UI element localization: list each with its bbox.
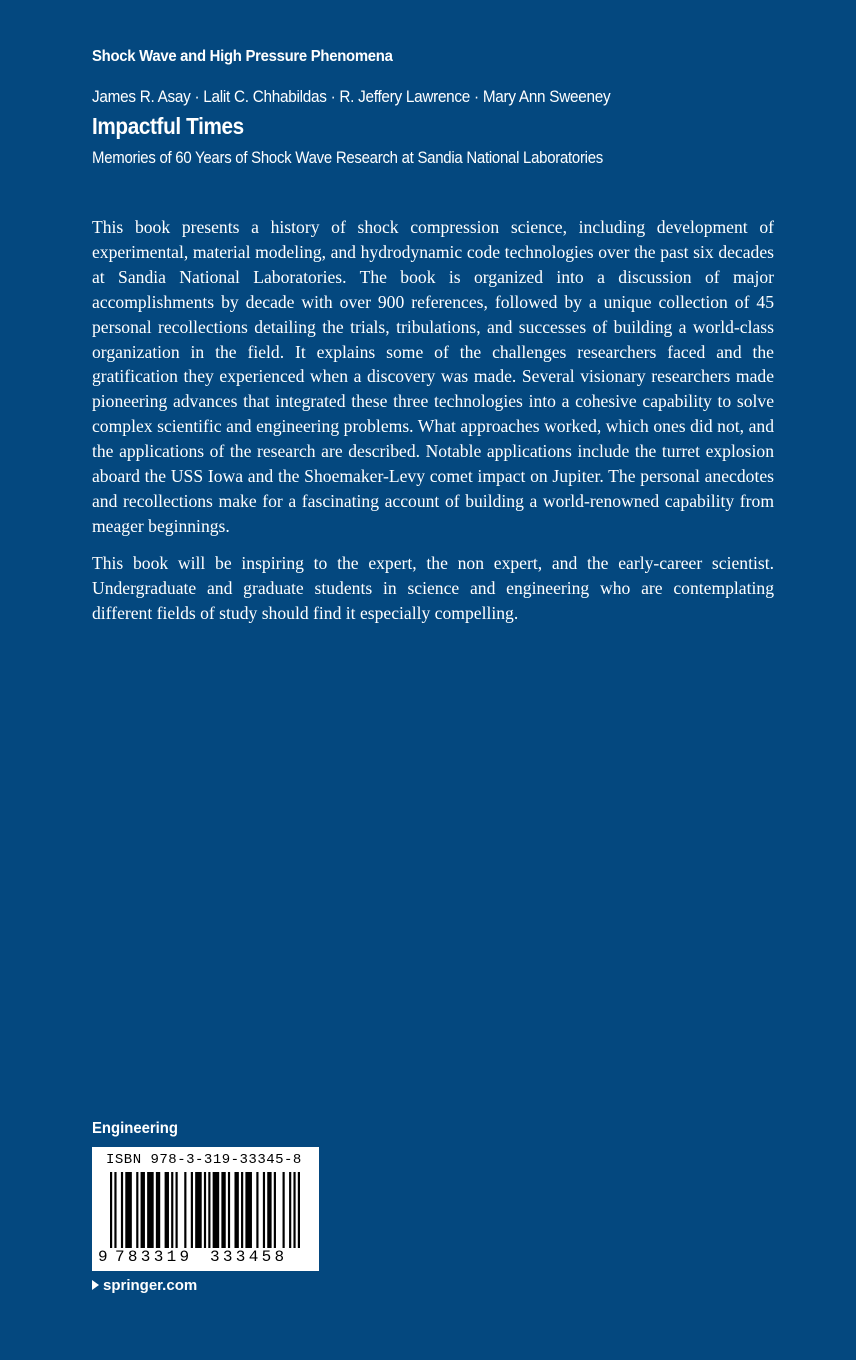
ean-right-group: 333458 [210, 1248, 288, 1266]
isbn-barcode [92, 1147, 319, 1271]
book-subtitle: Memories of 60 Years of Shock Wave Research at Sandia National Laboratories [92, 148, 604, 167]
barcode-bar [147, 1172, 154, 1248]
barcode-bar [241, 1172, 243, 1248]
publisher-url: springer.com [103, 1277, 198, 1294]
barcode-bar [274, 1172, 276, 1248]
barcode-bar [136, 1172, 138, 1248]
barcode-bar [171, 1172, 173, 1248]
barcode-bars [110, 1172, 300, 1248]
publisher-link[interactable] [92, 1277, 197, 1294]
barcode-bar [121, 1172, 123, 1248]
barcode-bar [263, 1172, 265, 1248]
barcode-bar [221, 1172, 225, 1248]
barcode-bar [195, 1172, 202, 1248]
series-title: Shock Wave and High Pressure Phenomena [92, 48, 393, 65]
barcode-bar [293, 1172, 295, 1248]
barcode-bar [283, 1172, 285, 1248]
barcode-bar [184, 1172, 186, 1248]
barcode-bar [289, 1172, 291, 1248]
book-title: Impactful Times [92, 113, 244, 139]
barcode-bar [114, 1172, 116, 1248]
barcode-bar [234, 1172, 238, 1248]
barcode-bar [208, 1172, 210, 1248]
barcode-bar [125, 1172, 132, 1248]
description-paragraph-2: This book will be inspiring to the expert, the non expert, and the early-career scientist. Undergraduate and graduate students in science and engineering who are contemplating different fields of study should find it especially compelling. [92, 552, 774, 623]
barcode-bar [213, 1172, 220, 1248]
barcode-bar [110, 1172, 112, 1248]
barcode-bar [165, 1172, 169, 1248]
ean-left-group: 783319 [115, 1248, 193, 1266]
ean-first-digit: 9 [98, 1248, 108, 1266]
authors: James R. Asay · Lalit C. Chhabildas · R. Jeffery Lawrence · Mary Ann Sweeney [92, 87, 611, 106]
book-description [92, 215, 774, 626]
isbn-label: ISBN 978-3-319-33345-8 [106, 1152, 302, 1168]
barcode-bar [298, 1172, 300, 1248]
barcode-bar [256, 1172, 258, 1248]
barcode-bar [176, 1172, 178, 1248]
barcode-bar [267, 1172, 271, 1248]
barcode-bar [204, 1172, 206, 1248]
barcode-bar [141, 1172, 145, 1248]
description-paragraph-1: This book presents a history of shock compression science, including development of experimental, material modeling, and hydrodynamic code technologies over the past six decades at Sandia National Laboratories. The book is organized into a discussion of major accomplishments by decade with over 900 references, followed by a unique collection of 45 personal recollections detailing the trials, tribulations, and successes of building a world-class organization in the field. It explains some of the challenges researchers faced and the gratification they experienced when a discovery was made. Several visionary researchers made pioneering advances that integrated these three technologies into a cohesive capability to solve complex scientific and engineering problems. What approaches worked, which ones did not, and the applications of the research are described. Notable applications include the turret explosion aboard the USS Iowa and the Shoemaker-Levy comet impact on Jupiter. The personal anecdotes and recollections make for a fascinating account of building a world-renowned capability from meager beginnings. [92, 217, 774, 536]
barcode-bar [191, 1172, 193, 1248]
arrow-right-icon [92, 1280, 99, 1290]
barcode-bar [156, 1172, 160, 1248]
subject-category: Engineering [92, 1120, 178, 1137]
barcode-bar [228, 1172, 230, 1248]
barcode-bar [245, 1172, 252, 1248]
